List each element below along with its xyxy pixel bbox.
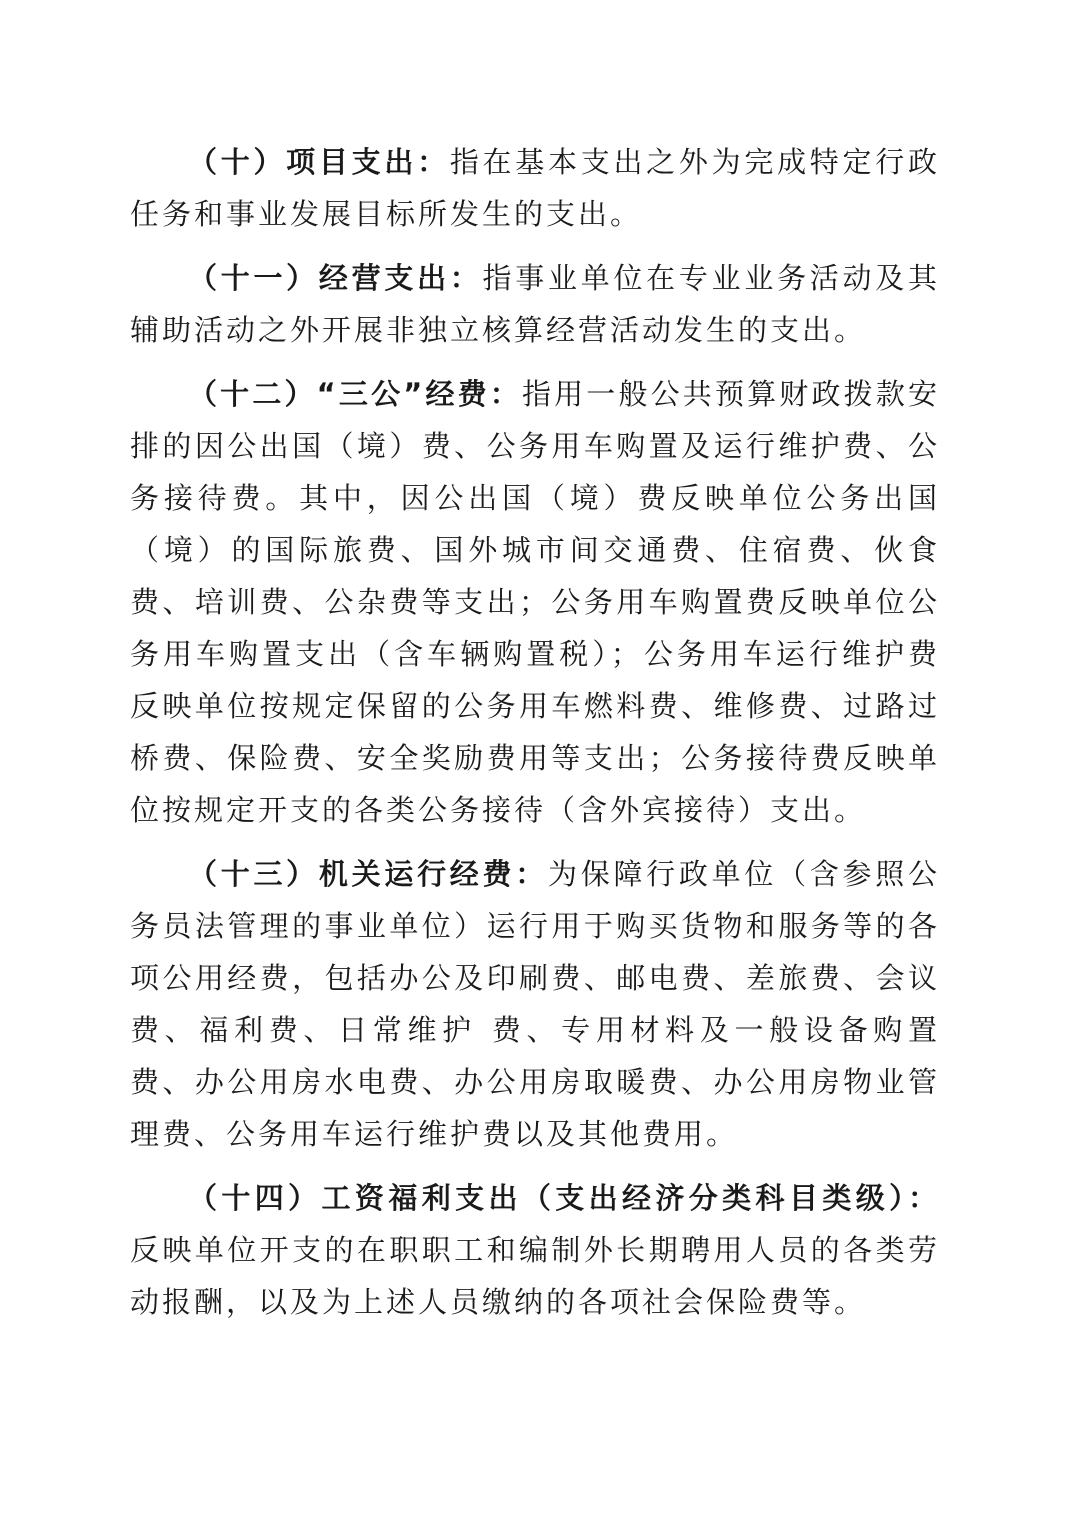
term-heading: （十四）工资福利支出（支出经济分类科目类级）：	[188, 1181, 940, 1215]
term-heading: （十二）“三公”经费：	[188, 377, 522, 411]
term-definition: 反映单位开支的在职职工和编制外长期聘用人员的各类劳动报酬，以及为上述人员缴纳的各项社会保险费等。	[130, 1233, 940, 1319]
paragraph-project-expenditure	[130, 136, 940, 240]
paragraph-three-public-expenses	[130, 368, 940, 836]
paragraph-operating-expenditure	[130, 252, 940, 356]
paragraph-wages-benefits	[130, 1172, 940, 1328]
document-body	[130, 136, 940, 1340]
term-definition: 指用一般公共预算财政拨款安排的因公出国（境）费、公务用车购置及运行维护费、公务接待费。其中，因公出国（境）费反映单位公务出国（境）的国际旅费、国外城市间交通费、住宿费、伙食费、培训费、公杂费等支出；公务用车购置费反映单位公务用车购置支出（含车辆购置税）；公务用车运行维护费反映单位按规定保留的公务用车燃料费、维修费、过路过桥费、保险费、安全奖励费用等支出；公务接待费反映单位按规定开支的各类公务接待（含外宾接待）支出。	[130, 377, 940, 827]
term-heading: （十）项目支出：	[188, 145, 450, 179]
term-definition: 指事业单位在专业业务活动及其辅助活动之外开展非独立核算经营活动发生的支出。	[130, 261, 940, 347]
term-definition: 指在基本支出之外为完成特定行政任务和事业发展目标所发生的支出。	[130, 145, 940, 231]
paragraph-agency-operating-funds	[130, 848, 940, 1160]
term-heading: （十一）经营支出：	[188, 261, 483, 295]
term-definition: 为保障行政单位（含参照公务员法管理的事业单位）运行用于购买货物和服务等的各项公用经费，包括办公及印刷费、邮电费、差旅费、会议费、福利费、日常维护 费、专用材料及一般设备购置费、办公用房水电费、办公用房取暖费、办公用房物业管理费、公务用车运行维护费以及其他费用。	[130, 857, 940, 1151]
term-heading: （十三）机关运行经费：	[188, 857, 548, 891]
